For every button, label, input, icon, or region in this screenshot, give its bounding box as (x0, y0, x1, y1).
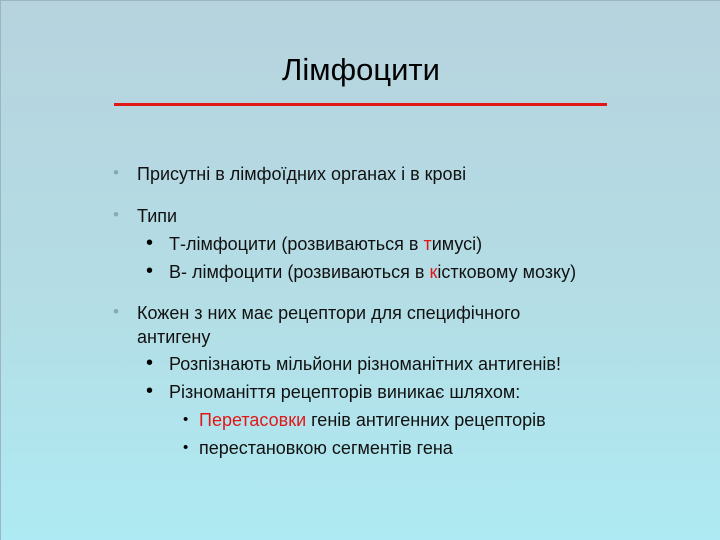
bullet-icon: • (146, 260, 154, 282)
slide-title (1, 51, 720, 89)
sub-list-item (169, 233, 482, 255)
list-item: Кожен з них має рецептори для специфічного (137, 303, 521, 323)
list-item: Типи (137, 206, 178, 226)
bullet-icon: • (113, 205, 119, 224)
bullet-icon: • (146, 232, 154, 254)
highlight-text: Перетасовки (199, 410, 307, 430)
sub-list-item (169, 261, 576, 283)
bullet-icon: • (183, 411, 189, 428)
slide-title-text: Лімфоцити (282, 52, 440, 87)
bullet-icon: • (146, 352, 154, 374)
bullet-icon: • (183, 439, 189, 456)
sub-sub-list-item (199, 409, 546, 431)
sub-item-text: істковому мозку) (437, 262, 577, 282)
list-item-continued: антигену (137, 327, 211, 347)
bullet-icon: • (113, 302, 119, 321)
sub-sub-item-text: генів антигенних рецепторів (306, 410, 546, 430)
title-underline (114, 103, 607, 106)
sub-item-text: Т-лімфоцити (розвиваються в (169, 234, 424, 254)
bullet-icon: • (146, 380, 154, 402)
sub-item-text: В- лімфоцити (розвиваються в (169, 262, 430, 282)
sub-list-item: Різноманіття рецепторів виникає шляхом: (169, 382, 521, 402)
bullet-icon: • (113, 163, 119, 182)
sub-list-item: Розпізнають мільйони різноманітних антигенів! (169, 354, 561, 374)
list-item: Присутні в лімфоїдних органах і в крові (137, 164, 467, 184)
highlight-text: к (429, 262, 438, 282)
highlight-text: т (423, 234, 432, 254)
sub-item-text: имусі) (431, 234, 483, 254)
sub-sub-list-item: перестановкою сегментів гена (199, 438, 453, 458)
